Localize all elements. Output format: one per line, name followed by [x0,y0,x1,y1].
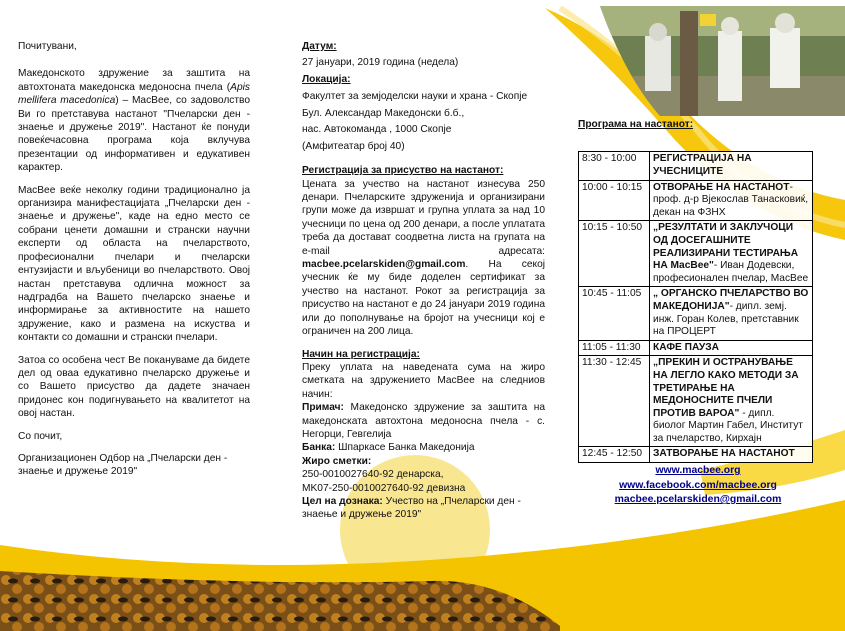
schedule-item [650,221,813,287]
location-label: Локација: [302,73,351,85]
schedule-time: 10:45 - 11:05 [579,287,650,340]
schedule-row [579,340,813,356]
invitation-paragraph: Затоа со особена чест Ве покануваме да бидете дел од оваа едукативно пчеларско дружење и со Вашето присуство да дадете значаен придонес кон подигнувањето на квалитетот на овој настан. [18,354,250,420]
event-details [302,40,545,531]
registration-section [302,164,545,338]
method-label: Начин на регистрација: [302,348,420,360]
schedule-title: „ПРЕКИН И ОСТРАНУВАЊЕ НА ЛЕГЛО КАКО МЕТОДИ ЗА ТРЕТИРАЊЕ НА МЕДОНОСНИТЕ ПЧЕЛИ ПРОТИВ ВАРОА" [653,357,799,419]
schedule-table [578,151,813,463]
schedule-time: 11:05 - 11:30 [579,340,650,356]
schedule-title: РЕГИСТРАЦИЈА НА УЧЕСНИЦИТЕ [653,153,752,177]
beekeepers-photo [600,6,845,116]
purpose: Цел на дознака: Учество на „Пчеларски ден - знаење и дружење 2019" [302,495,521,521]
schedule-item [650,287,813,340]
schedule-time: 12:45 - 12:50 [579,447,650,463]
date-section [302,40,545,70]
schedule-title: ОТВОРАЊЕ НА НАСТАНОТ [653,181,790,193]
schedule-row [579,221,813,287]
schedule-detail: - проф. д-р Вјекослав Танасковиќ, декан на ФЗНХ [653,181,809,218]
greeting: Почитувани, [18,41,77,52]
location-line: (Амфитеатар број 40) [302,140,405,152]
schedule-title: КАФЕ ПАУЗА [653,341,720,353]
schedule-row [579,287,813,340]
location-section [302,73,545,155]
schedule-title: ЗАТВОРАЊЕ НА НАСТАНОТ [653,448,795,460]
schedule-detail: - дипл. биолог Мартин Габел, Институт за пчеларство, Кирхајн [653,407,803,444]
closing: Со почит, [18,430,63,442]
schedule-detail: - Иван Додевски, професионален пчелар, MacBee [653,260,809,284]
recipient: Примач: Македонско здружение за заштита на македонската автохтона медоносна пчела - с. Негорци, Гевгелија [302,402,545,440]
contact-links [578,464,818,508]
program-title: Програма на настанот: [578,119,694,130]
schedule-item [650,152,813,180]
intro-paragraph: Македонското здружение за заштита на автохтоната македонска медоносна пчела (Apis mellifera macedonica) – MacBee, со задоволство Ви го претставува настанот "Пчеларски ден - знаење и дружење 2019". Настанот ќе понуди повеќечасовна програма која вклучува презентации од информативен и едукативен карактер. [18,68,250,174]
registration-email[interactable]: macbee.pcelarskiden@gmail.com [302,259,466,271]
bank: Банка: Шпаркасе Банка Македонија [302,442,475,454]
signature: Организационен Одбор на „Пчеларски ден - знаење и дружење 2019" [18,452,228,478]
registration-text: Цената за учество на настанот изнесува 250 денари. Пчеларските здруженија и организирани групи може да извршат и групна уплата за над 10 учесници по цена од 200 денари, а после уплатата треба да достават соодветна листа на групата на e-mail адресата: macbee.pcelarskiden@gmail.com. На секој учесник ќе му биде доделен сертификат за учество на настанот. Рокот за регистрација за присуство на настанот е до 24 јануари 2019 година или до пополнување на бројот на учесници кој е ограничен на 200 лица. [302,178,545,338]
schedule-row [579,447,813,463]
payment-section [302,348,545,522]
schedule-item [650,340,813,356]
account-line: 250-0010027640-92 денарска, [302,469,444,481]
schedule-title: „РЕЗУЛТАТИ И ЗАКЛУЧОЦИ ОД ДОСЕГАШНИТЕ РЕАЛИЗИРАНИ ТЕСТИРАЊА НА MacBee" [653,222,799,272]
email-link[interactable]: macbee.pcelarskiden@gmail.com [614,494,782,506]
schedule-row [579,152,813,180]
schedule-time: 8:30 - 10:00 [579,152,650,180]
schedule-title: „ ОРГАНСКО ПЧЕЛАРСТВО ВО МАКЕДОНИЈА" [653,288,809,312]
schedule-time: 10:00 - 10:15 [579,180,650,221]
website-link[interactable]: www.macbee.org [655,465,741,477]
schedule-detail: - дипл. земј. инж. Горан Колев, претставник на ПРОЦЕРТ [653,300,799,338]
schedule-item [650,356,813,447]
schedule-time: 10:15 - 10:50 [579,221,650,287]
location-line: Факултет за земјоделски науки и храна - Скопје [302,91,528,103]
accounts-label: Жиро сметки: [302,455,372,467]
schedule-item [650,447,813,463]
species-name: Apis mellifera macedonica [18,81,250,107]
method-intro: Преку уплата на наведената сума на жиро сметката на здружението MacBee на следниов начин: [302,361,545,400]
honeycomb-bees-photo [0,556,560,631]
schedule-row [579,356,813,447]
location-line: нас. Автокоманда , 1000 Скопје [302,124,452,136]
account-line: MK07-250-0010027640-92 девизна [302,482,466,494]
facebook-link[interactable]: www.facebook.com/macbee.org [619,479,777,491]
schedule-time: 11:30 - 12:45 [579,356,650,447]
about-paragraph: MacBee веќе неколку години традиционално ја организира манифестацијата „Пчеларски ден - знаење и дружење", каде на едно место се собрани ценети домашни и странски научни експерти од областа на пчеларството, професионални пчелари и пчеларски ентузијасти и вљубеници во пчеларството. Овој настан претставува одлична можност за надградба на Вашето пчеларско знаење и информирање за активностите на нашето здружение, како и размена на искуства и контакти со домашни и странски пчелари. [18,184,250,344]
invitation-letter [18,40,250,488]
location-line: Бул. Александар Македонски б.б., [302,107,465,119]
date-label: Датум: [302,41,337,52]
program [578,118,818,508]
schedule-row [579,180,813,221]
registration-label: Регистрација за присуство на настанот: [302,165,504,177]
schedule-item [650,180,813,221]
date-value: 27 јануари, 2019 година (недела) [302,57,459,69]
